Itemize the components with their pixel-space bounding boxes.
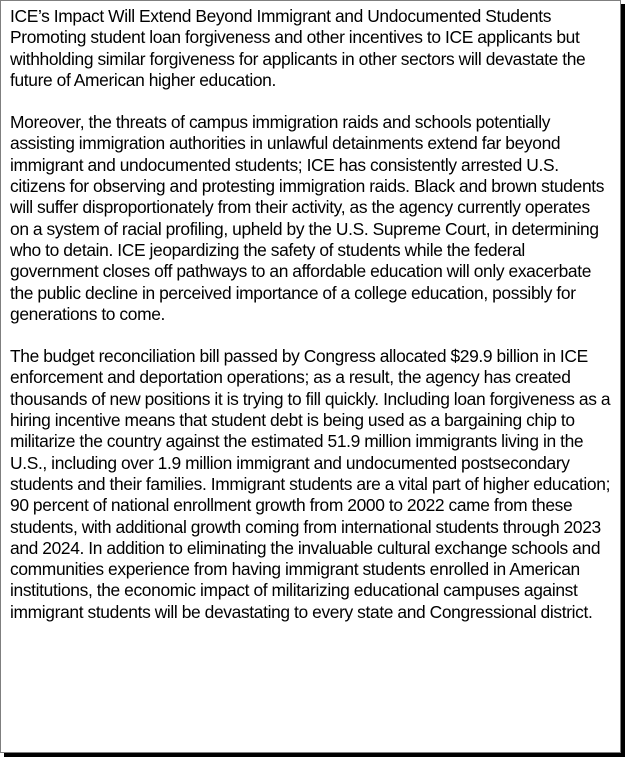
paragraph-intro: ICE’s Impact Will Extend Beyond Immigrant and Undocumented Students Promoting student loan forgiveness and other incentives to ICE applicants but withholding similar forgiveness for applicants in other sectors will devastate the future of American higher education.	[10, 6, 586, 90]
paragraph-budget-reconciliation: The budget reconciliation bill passed by Congress allocated $29.9 billion in ICE enforcement and deportation operations; as a result, the agency has created thousands of new positions it is trying to fill quickly. Including loan forgiveness as a hiring incentive means that student debt is being used as a bargaining chip to militarize the country against the estimated 51.9 million immigrants living in the U.S., including over 1.9 million immigrant and undocumented postsecondary students and their families. Immigrant students are a vital part of higher education; 90 percent of national enrollment growth from 2000 to 2022 came from these students, with additional growth coming from international students through 2023 and 2024. In addition to eliminating the invaluable cultural exchange schools and communities experience from having immigrant students enrolled in American institutions, the economic impact of militarizing educational campuses against immigrant students will be devastating to every state and Congressional district.	[10, 346, 611, 622]
paragraph-campus-raids: Moreover, the threats of campus immigration raids and schools potentially assisting immigration authorities in unlawful detainments extend far beyond immigrant and undocumented students; ICE has consistently arrested U.S. citizens for observing and protesting immigration raids. Black and brown students will suffer disproportionately from their activity, as the agency currently operates on a system of racial profiling, upheld by the U.S. Supreme Court, in determining who to detain. ICE jeopardizing the safety of students while the federal government closes off pathways to an affordable education will only exacerbate the public decline in perceived importance of a college education, possibly for generations to come.	[10, 112, 605, 324]
